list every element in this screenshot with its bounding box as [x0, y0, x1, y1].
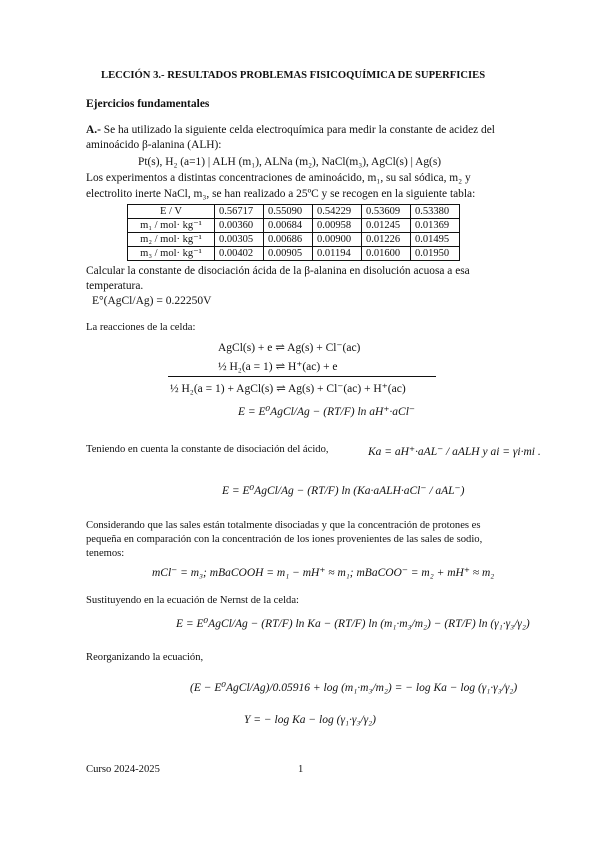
table-cell: 0.00402 [215, 247, 264, 261]
table-cell: 0.01950 [411, 247, 460, 261]
question-line1: Calcular la constante de disociación ácida de la β-alanina en disolución acuosa a esa [86, 265, 470, 277]
problem-intro-line1: A.- Se ha utilizado la siguiente celda electroquímica para medir la constante de acidez del [86, 124, 495, 136]
nernst-equation-2: E = E⁰AgCl/Ag − (RT/F) ln (Ka·aALH·aCl⁻ / aAL⁻) [222, 485, 465, 497]
ka-definition: Ka = aH⁺·aAL⁻ / aALH y ai = γi·mi . [368, 446, 541, 458]
table-cell: 0.00686 [264, 233, 313, 247]
table-cell: 0.00684 [264, 219, 313, 233]
assumption-line1: Considerando que las sales están totalmente disociadas y que la concentración de protones es [86, 520, 481, 531]
problem-intro-line2: aminoácido β-alanina (ALH): [86, 139, 222, 151]
table-cell: 0.01194 [313, 247, 362, 261]
table-cell: 0.56717 [215, 205, 264, 219]
table-row [128, 233, 460, 247]
reactions-intro: La reacciones de la celda: [86, 322, 196, 333]
reaction-2: ½ H₂(a = 1) ⇌ H⁺(ac) + e [218, 361, 338, 373]
table-cell: 0.53380 [411, 205, 460, 219]
table-row [128, 205, 460, 219]
reorganized-equation: (E − E⁰AgCl/Ag)/0.05916 + log (m₁·m₃/m₂) = − log Ka − log (γ₁·γ₃/γ₂) [190, 682, 518, 694]
table-cell: 0.01226 [362, 233, 411, 247]
assumption-line2: pequeña en comparación con la concentración de los iones provenientes de las sales de sodio, [86, 534, 483, 545]
table-cell: 0.01495 [411, 233, 460, 247]
table-cell: 0.00305 [215, 233, 264, 247]
reorganize-intro: Reorganizando la ecuación, [86, 652, 204, 663]
problem-label: A.- [86, 124, 101, 136]
standard-potential: E°(AgCl/Ag) = 0.22250V [92, 295, 212, 307]
table-cell: 0.00360 [215, 219, 264, 233]
reaction-sum-line [168, 376, 436, 377]
table-cell: 0.54229 [313, 205, 362, 219]
nernst-equation-1: E = E⁰AgCl/Ag − (RT/F) ln aH⁺·aCl⁻ [238, 406, 415, 418]
table-row [128, 219, 460, 233]
reaction-total: ½ H₂(a = 1) + AgCl(s) ⇌ Ag(s) + Cl⁻(ac) + H⁺(ac) [170, 383, 406, 395]
table-cell: 0.00900 [313, 233, 362, 247]
reaction-1: AgCl(s) + e ⇌ Ag(s) + Cl⁻(ac) [218, 342, 361, 354]
row-label: m₂ / mol· kg⁻¹ [128, 233, 215, 247]
row-label: m₁ / mol· kg⁻¹ [128, 219, 215, 233]
assumption-line3: tenemos: [86, 548, 125, 559]
experiment-line2: electrolito inerte NaCl, m₃, se han realizado a 25ºC y se recogen en la siguiente tabla: [86, 188, 476, 200]
footer-page-number: 1 [298, 764, 304, 775]
nernst-equation-3: E = E⁰AgCl/Ag − (RT/F) ln Ka − (RT/F) ln (m₁·m₃/m₂) − (RT/F) ln (γ₁·γ₃/γ₂) [176, 618, 530, 630]
page-title: LECCIÓN 3.- RESULTADOS PROBLEMAS FISICOQUÍMICA DE SUPERFICIES [101, 70, 486, 81]
substitution-intro: Sustituyendo en la ecuación de Nernst de la celda: [86, 595, 299, 606]
footer-course: Curso 2024-2025 [86, 764, 160, 775]
row-label: E / V [128, 205, 215, 219]
experiment-line1: Los experimentos a distintas concentraciones de aminoácido, m₁, su sal sódica, m₂ y [86, 172, 471, 184]
section-heading: Ejercicios fundamentales [86, 98, 210, 110]
table-cell: 0.01245 [362, 219, 411, 233]
row-label: m₃ / mol· kg⁻¹ [128, 247, 215, 261]
data-table-wrapper [127, 204, 460, 261]
table-cell: 0.55090 [264, 205, 313, 219]
table-cell: 0.01600 [362, 247, 411, 261]
table-cell: 0.00958 [313, 219, 362, 233]
cell-notation: Pt(s), H₂ (a=1) | ALH (m₁), ALNa (m₂), NaCl(m₃), AgCl(s) | Ag(s) [138, 156, 442, 168]
table-row [128, 247, 460, 261]
data-table [127, 204, 460, 261]
table-cell: 0.01369 [411, 219, 460, 233]
table-cell: 0.53609 [362, 205, 411, 219]
y-equation: Y = − log Ka − log (γ₁·γ₃/γ₂) [244, 714, 376, 726]
ka-intro: Teniendo en cuenta la constante de disociación del ácido, [86, 444, 329, 455]
table-cell: 0.00905 [264, 247, 313, 261]
molality-relations: mCl⁻ = m₃; mBaCOOH = m₁ − mH⁺ ≈ m₁; mBaCOO⁻ = m₂ + mH⁺ ≈ m₂ [152, 567, 495, 579]
question-line2: temperatura. [86, 280, 144, 292]
